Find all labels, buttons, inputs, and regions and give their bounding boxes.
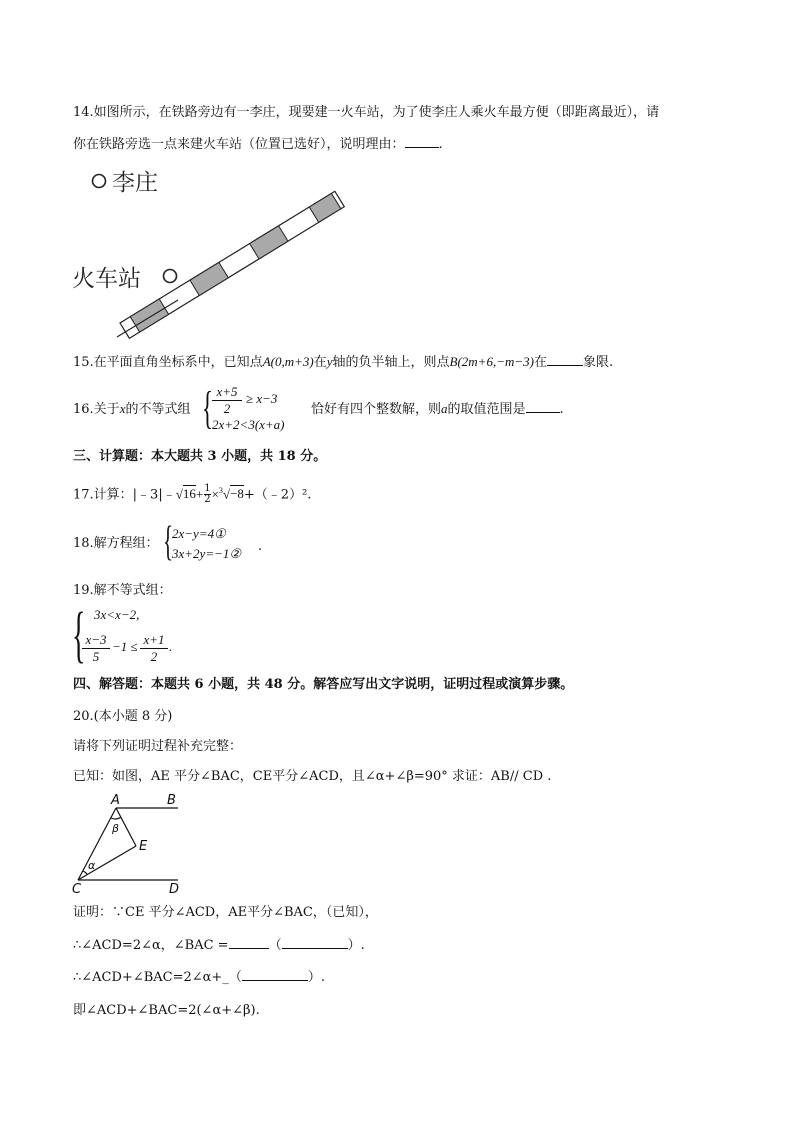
q15-point-a: A(0,m+3) [262, 354, 314, 369]
q16-ineq2: 2x+2<3(x+a) [212, 417, 285, 432]
q19-frac2-den: 2 [140, 648, 168, 665]
q16-ineq1-rhs: ≥ x−3 [246, 391, 278, 406]
village-marker-icon [93, 175, 106, 188]
q17-sqrt-arg: 16 [182, 486, 196, 502]
q14-line1: 14.如图所示，在铁路旁边有一李庄，现要建一火车站，为了使李庄人乘火车最方便（即距离最近），请 [73, 105, 660, 120]
label-a: A [111, 793, 120, 808]
q16-brace: { [202, 382, 214, 433]
q18-pre: 18.解方程组： [73, 536, 159, 551]
q16-post: 恰好有四个整数解，则a的取值范围是 . [311, 401, 564, 417]
q15-pre: 15.在平面直角坐标系中，已知点 [73, 355, 263, 370]
q19-frac2-num: x+1 [143, 632, 165, 647]
alpha-arc [83, 871, 87, 874]
q18-system [172, 524, 241, 564]
label-b: B [167, 793, 176, 808]
village-label: 李庄 [112, 170, 158, 196]
q20-blank2[interactable] [282, 936, 348, 949]
q17-cbrt-arg: −8 [230, 486, 244, 502]
q20-proof1: 证明：∵CE 平分∠ACD，AE平分∠BAC，（已知）， [73, 905, 378, 920]
railway-track [120, 191, 344, 338]
label-alpha: α [88, 859, 96, 872]
q17-post: +（﹣2）². [243, 487, 312, 503]
q14-line2 [73, 135, 443, 154]
label-beta: β [112, 822, 120, 835]
q17-cbrt-index: 3 [218, 486, 223, 495]
q19-mid: −1 ≤ [112, 639, 138, 654]
q14-answer-blank[interactable] [405, 135, 439, 148]
station-marker-icon [164, 270, 177, 283]
q17-line: 17.计算：|﹣3|﹣√16+ $\frac{1}{2}$ ×$^3$√−8+（﹣2）². [73, 483, 312, 506]
angle-figure [70, 790, 190, 900]
label-d: D [169, 882, 180, 897]
q18-eq1: 2x−y=4① [172, 526, 226, 541]
q20-proof4: 即∠ACD+∠BAC=2(∠α+∠β). [73, 1003, 260, 1018]
q19-brace: { [72, 601, 86, 669]
section3-heading: 三、计算题：本大题共 3 小题，共 18 分。 [73, 449, 327, 464]
q16-pre: 16.关于x的不等式组 [73, 401, 191, 417]
q18-brace: { [163, 519, 174, 565]
q20-intro: 请将下列证明过程补充完整： [73, 739, 243, 754]
q19-end: . [169, 639, 173, 654]
railway-figure [70, 165, 370, 345]
q17-half: $\frac{1}{2}$ [204, 483, 211, 506]
q20-proof3: ∴∠ACD+∠BAC=2∠α+_（ ）. [73, 970, 325, 985]
q14-end: . [438, 137, 443, 152]
station-label: 火车站 [72, 266, 141, 292]
q16-answer-blank[interactable] [526, 400, 560, 413]
q20-proof2: ∴∠ACD=2∠α，∠BAC = （ ）. [73, 938, 365, 953]
q19-pre: 19.解不等式组： [73, 583, 172, 598]
q20-title: 20.(本小题 8 分) [73, 709, 173, 724]
q20-blank3[interactable] [242, 968, 308, 981]
q16-frac-num: x+5 [216, 384, 238, 399]
cbrt-icon: √ [222, 486, 231, 502]
q19-ineq1: 3x<x−2, [94, 607, 140, 622]
q15-line [73, 353, 613, 372]
beta-arc [111, 817, 121, 819]
sqrt-icon: √ [175, 486, 183, 502]
label-c: C [72, 882, 82, 897]
q15-mid3: 在 [533, 355, 547, 370]
q17-pre: 17.计算：|﹣3|﹣ [73, 487, 176, 503]
q20-given: 已知：如图，AE 平分∠BAC，CE平分∠ACD，且∠α+∠β=90° 求证：AB// CD . [73, 769, 552, 784]
q15-mid2: 轴的负半轴上，则点 [332, 355, 450, 370]
q15-point-b: B(2m+6,−m−3) [449, 354, 534, 369]
q16-frac-den: 2 [212, 400, 242, 417]
q19-frac1-den: 5 [82, 648, 110, 665]
q14-line2-text: 你在铁路旁选一点来建火车站（位置已选好），说明理由： [73, 137, 405, 152]
section4-heading: 四、解答题：本题共 6 小题，共 48 分。解答应写出文字说明，证明过程或演算步骤。 [73, 677, 574, 692]
label-e: E [139, 839, 148, 854]
q18-end: . [258, 539, 263, 554]
q18-eq2: 3x+2y=−1② [172, 546, 242, 561]
q15-post: 象限. [582, 355, 614, 370]
q15-answer-blank[interactable] [547, 353, 583, 366]
q20-blank1[interactable] [229, 936, 269, 949]
q15-mid: 在 [313, 355, 327, 370]
q15-y: y [326, 354, 333, 369]
q19-frac1-num: x−3 [85, 632, 107, 647]
